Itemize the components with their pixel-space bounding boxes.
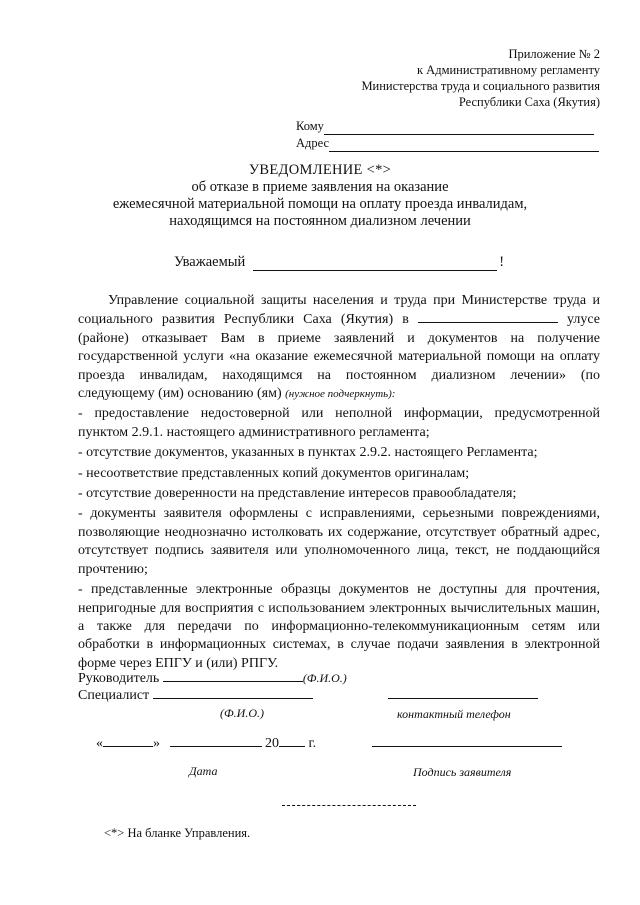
applicant-sign-blank	[372, 734, 562, 747]
greeting	[174, 254, 504, 271]
head-fio-label: (Ф.И.О.)	[302, 671, 347, 685]
year-prefix: 20	[265, 736, 279, 751]
applicant-sign-blank-wrap	[372, 734, 562, 752]
to-label: Кому	[296, 119, 324, 133]
day-blank	[103, 734, 153, 747]
applicant-sign-label: Подпись заявителя	[413, 765, 512, 779]
reason-item-1: - предоставление недостоверной или неполной информации, предусмотренной пунктом 2.9.1. настоящего административного регламента;	[78, 406, 600, 440]
address-label: Адрес	[296, 136, 330, 150]
intro-paragraph	[78, 292, 600, 403]
specialist-fio-caption	[220, 706, 264, 722]
phone-caption	[397, 707, 511, 723]
reason-item-6: - представленные электронные образцы документов не доступны для прочтения, непригодные для восприятия с использованием электронных вычислительных машин, а также для передачи по информационно-телекоммуникационным сетям или обработки в информационных системах, в случае подачи заявления в электронной форме через ЕПГУ и (или) РПГУ.	[78, 582, 600, 671]
appendix-line-3: Министерства труда и социального развития	[361, 79, 600, 93]
specialist-row	[78, 686, 313, 704]
reason-item-3: - несоответствие представленных копий документов оригиналам;	[78, 465, 470, 481]
date-open-quote: «	[96, 736, 103, 751]
specialist-label: Специалист	[78, 688, 150, 703]
address-block	[296, 118, 599, 152]
year-blank	[279, 734, 305, 747]
appendix-line-4: Республики Саха (Якутия)	[458, 95, 600, 109]
to-row	[296, 118, 599, 135]
month-blank	[170, 734, 262, 747]
reason-item-2: - отсутствие документов, указанных в пунктах 2.9.2. настоящего Регламента;	[78, 445, 538, 461]
applicant-sign-caption	[413, 765, 511, 781]
title-line-2: об отказе в приеме заявления на оказание	[191, 179, 449, 195]
ulus-blank-line	[418, 310, 558, 323]
head-label: Руководитель	[78, 671, 160, 686]
date-caption	[189, 764, 217, 780]
head-signature-row	[78, 669, 347, 687]
head-sign-blank	[163, 669, 303, 682]
intro-part-2: улусе (районе) отказывает Вам в приеме заявлений и документов на получение государственной услуги «на оказание ежемесячной материальной помощи на оплату проезда инвалидам, находящимся на постоянном диализном лечении» (по следующему (им) основанию (ям)	[78, 312, 601, 402]
reason-item-5: - документы заявителя оформлены с исправлениями, серьезными повреждениями, позволяющие неоднозначно истолковать их содержание, отсутствует обратный адрес, отсутствует подпись заявителя или уполномоченного лица, текст, не поддающийся прочтению;	[78, 506, 600, 577]
footnote-separator	[282, 805, 416, 806]
appendix-line-2: к Административному регламенту	[416, 63, 600, 77]
footnote	[104, 826, 250, 841]
year-suffix: г.	[308, 736, 317, 751]
to-blank-line	[324, 121, 594, 135]
document-title	[0, 162, 640, 230]
phone-label: контактный телефон	[397, 707, 511, 721]
greeting-text: Уважаемый	[174, 254, 246, 270]
appendix-line-1: Приложение № 2	[508, 47, 600, 61]
footnote-text: <*> На бланке Управления.	[104, 826, 251, 840]
phone-blank	[388, 686, 538, 699]
specialist-blank	[153, 686, 313, 699]
date-label: Дата	[189, 764, 218, 778]
address-blank-line	[329, 138, 599, 152]
notice-body	[78, 292, 600, 673]
phone-blank-wrap	[388, 686, 538, 704]
title-heading: УВЕДОМЛЕНИЕ <*>	[248, 162, 392, 178]
date-close-quote: »	[153, 736, 160, 751]
specialist-fio-label: (Ф.И.О.)	[220, 706, 264, 720]
intro-note: (нужное подчеркнуть):	[285, 388, 396, 401]
date-row	[96, 734, 316, 752]
intro-part-1: Управление социальной защиты населения и труда при Министерстве труда и социального развития Республики Саха (Якутия) в	[78, 293, 600, 328]
address-row	[296, 135, 599, 152]
appendix-header	[361, 46, 600, 110]
greeting-exclamation: !	[499, 254, 505, 270]
reason-item-4: - отсутствие доверенности на представление интересов правообладателя;	[78, 486, 517, 502]
greeting-name-blank	[253, 256, 497, 271]
title-line-3: ежемесячной материальной помощи на оплату проезда инвалидам,	[112, 196, 528, 212]
title-line-4: находящимся на постоянном диализном лечении	[169, 213, 471, 229]
